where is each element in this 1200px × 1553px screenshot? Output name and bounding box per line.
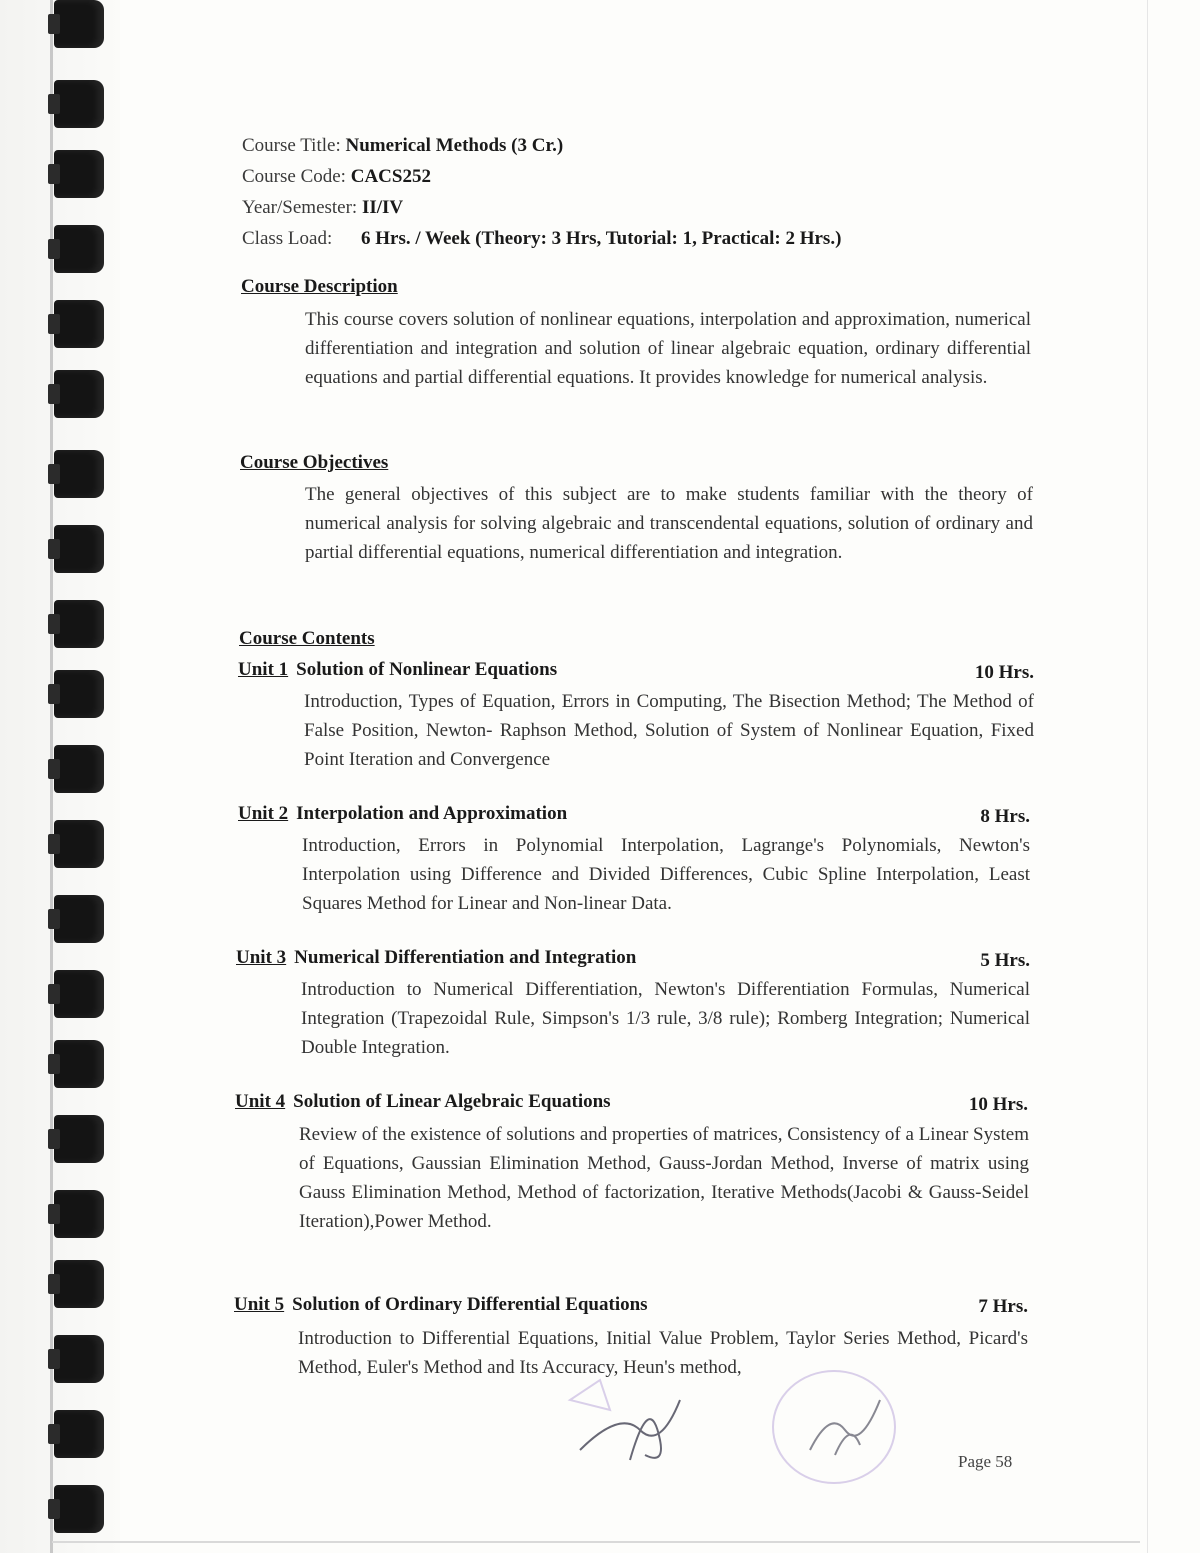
unit-5-text: Introduction to Differential Equations, Initial Value Problem, Taylor Series Method, Picard's Method, Euler's Method and Its Accuracy, Heun's method, xyxy=(298,1328,1028,1378)
unit-4-hours: 10 Hrs. xyxy=(968,1094,1028,1115)
binding-ring xyxy=(54,670,104,718)
binding-ring xyxy=(54,80,104,128)
course-title-label: Course Title: xyxy=(242,135,341,156)
year-semester-value: II/IV xyxy=(361,197,404,218)
unit-1-label: Unit 1 xyxy=(238,659,289,680)
class-load-label: Class Load: xyxy=(242,228,333,249)
binding-ring xyxy=(54,970,104,1018)
description-heading: Course Description xyxy=(241,276,398,297)
unit-2-hours: 8 Hrs. xyxy=(980,806,1030,827)
year-semester-row xyxy=(242,192,841,223)
unit-2-heading xyxy=(238,803,567,825)
unit-4-title: Solution of Linear Algebraic Equations xyxy=(293,1091,611,1112)
binding-ring xyxy=(54,525,104,573)
binding-ring xyxy=(54,300,104,348)
unit-2-label: Unit 2 xyxy=(238,803,289,824)
binding-ring xyxy=(54,1190,104,1238)
binding-ring xyxy=(54,600,104,648)
signature-right xyxy=(790,1380,900,1470)
binding-ring xyxy=(54,450,104,498)
binding-ring xyxy=(54,370,104,418)
unit-2-text: Introduction, Errors in Polynomial Interpolation, Lagrange's Polynomials, Newton's Interpolation using Difference and Divided Differences, Cubic Spline Interpolation, Least Squares Method for Linear and Non-linear Data. xyxy=(302,835,1030,914)
course-title-row xyxy=(242,130,841,161)
signature-left xyxy=(560,1370,720,1480)
binding-ring xyxy=(54,225,104,273)
course-title-value: Numerical Methods (3 Cr.) xyxy=(345,135,564,156)
objectives-heading: Course Objectives xyxy=(240,452,389,473)
description-text: This course covers solution of nonlinear equations, interpolation and approximation, numerical differentiation and integration and solution of linear algebraic equation, ordinary differential equations and partial differential equations. It provides knowledge for numerical analysis. xyxy=(305,309,1031,388)
unit-4-heading xyxy=(235,1091,611,1113)
unit-4-label: Unit 4 xyxy=(235,1091,286,1112)
binding-ring xyxy=(54,820,104,868)
binding-ring xyxy=(54,1410,104,1458)
unit-5-heading xyxy=(234,1294,648,1316)
page-number: Page 58 xyxy=(958,1452,1013,1471)
course-code-label: Course Code: xyxy=(242,166,346,187)
unit-3-heading xyxy=(236,947,636,969)
unit-3-title: Numerical Differentiation and Integration xyxy=(294,947,637,968)
course-code-row xyxy=(242,161,841,192)
class-load-row xyxy=(242,223,841,254)
binding-ring xyxy=(54,1040,104,1088)
unit-5-hours: 7 Hrs. xyxy=(978,1296,1028,1317)
year-semester-label: Year/Semester: xyxy=(242,197,358,218)
unit-3-hours: 5 Hrs. xyxy=(980,950,1030,971)
unit-3-label: Unit 3 xyxy=(236,947,287,968)
unit-4-text: Review of the existence of solutions and properties of matrices, Consistency of a Linear System of Equations, Gaussian Elimination Method, Gauss-Jordan Method, Inverse of matrix using Gauss Elimination Method, Method of factorization, Iterative Methods(Jacobi & Gauss-Seidel Iteration),Power Method. xyxy=(299,1124,1029,1232)
page-edge-right xyxy=(1147,0,1148,1553)
unit-3-text: Introduction to Numerical Differentiation, Newton's Differentiation Formulas, Numerical Integration (Trapezoidal Rule, Simpson's 1/3 rule, 3/8 rule); Romberg Integration; Numerical Double Integration. xyxy=(301,979,1030,1058)
unit-5-title: Solution of Ordinary Differential Equations xyxy=(292,1294,648,1315)
unit-1-title: Solution of Nonlinear Equations xyxy=(296,659,558,680)
class-load-value: 6 Hrs. / Week (Theory: 3 Hrs, Tutorial: 1, Practical: 2 Hrs.) xyxy=(361,228,842,249)
binding-ring xyxy=(54,0,104,48)
unit-1-text: Introduction, Types of Equation, Errors in Computing, The Bisection Method; The Method of False Position, Newton- Raphson Method, Solution of System of Nonlinear Equation, Fixed Point Iteration and Convergence xyxy=(304,691,1034,770)
binding-ring xyxy=(54,1115,104,1163)
objectives-text: The general objectives of this subject are to make students familiar with the theory of numerical analysis for solving algebraic and transcendental equations, solution of ordinary and partial differential equations, numerical differentiation and integration. xyxy=(305,484,1033,563)
binding-ring xyxy=(54,895,104,943)
binding-ring xyxy=(54,1485,104,1533)
spiral-binding xyxy=(0,0,120,1553)
course-header xyxy=(242,130,841,254)
binding-ring xyxy=(54,1260,104,1308)
page-edge-bottom xyxy=(52,1541,1140,1543)
course-code-value: CACS252 xyxy=(350,166,431,187)
unit-2-title: Interpolation and Approximation xyxy=(296,803,568,824)
binding-ring xyxy=(54,745,104,793)
unit-1-hours: 10 Hrs. xyxy=(974,662,1034,683)
unit-1-heading xyxy=(238,659,557,681)
binding-ring xyxy=(54,150,104,198)
binding-ring xyxy=(54,1335,104,1383)
contents-heading: Course Contents xyxy=(239,628,375,649)
unit-5-label: Unit 5 xyxy=(234,1294,285,1315)
